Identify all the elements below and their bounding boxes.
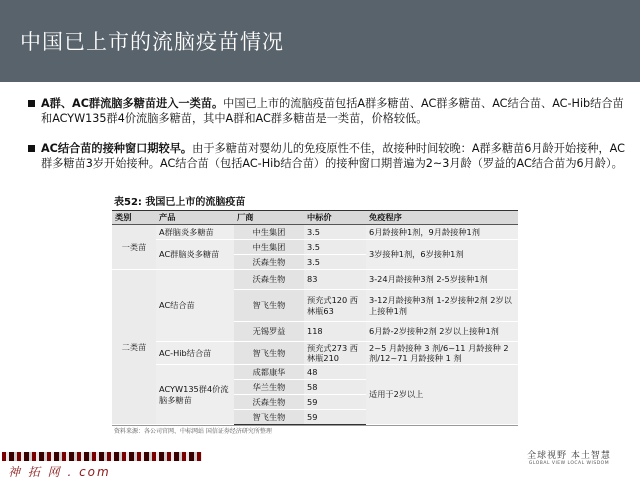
- manufacturer-cell: 智飞生物: [234, 290, 304, 322]
- manufacturer-cell: 无锡罗益: [234, 322, 304, 342]
- footer-slogan-en: GLOBAL VIEW LOCAL WISDOM: [528, 461, 610, 466]
- square-bullet-icon: [28, 100, 35, 107]
- category-cell: 二类苗: [112, 270, 156, 425]
- table-header-row: [112, 211, 518, 225]
- table-row: [112, 240, 518, 255]
- manufacturer-cell: 沃森生物: [234, 255, 304, 270]
- watermark: [0, 440, 185, 480]
- table-row: [112, 342, 518, 365]
- table-row: [112, 365, 518, 380]
- header-product: 产品: [156, 211, 234, 225]
- price-cell: 预充式120 西林瓶63: [304, 290, 366, 322]
- manufacturer-cell: 华兰生物: [234, 380, 304, 395]
- header-category: 类别: [112, 211, 156, 225]
- schedule-cell: 2~5 月龄接种 3 剂/6~11 月龄接种 2 剂/12~71 月龄接种 1 剂: [366, 342, 518, 365]
- slide-header: [0, 0, 640, 82]
- bullet-lead-2: AC结合苗的接种窗口期较早。: [41, 142, 193, 155]
- bullet-lead-1: A群、AC群流脑多糖苗进入一类苗。: [41, 97, 224, 110]
- schedule-cell: 3-12月龄接种3剂 1-2岁接种2剂 2岁以上接种1剂: [366, 290, 518, 322]
- price-cell: 3.5: [304, 240, 366, 255]
- schedule-cell: 6月龄接种1剂，9月龄接种1剂: [366, 225, 518, 240]
- bullet-body-2: 由于多糖苗对婴幼儿的免疫原性不佳，故接种时间较晚：A群多糖苗6月龄开始接种，AC群多糖苗3岁开始接种。AC结合苗（包括AC-Hib结合苗）的接种窗口期普遍为2~3月龄（罗益的AC结合苗为6月龄）。: [41, 142, 625, 170]
- vaccine-table-block: [112, 195, 518, 437]
- product-cell: AC群脑炎多糖苗: [156, 240, 234, 270]
- category-cell: 一类苗: [112, 225, 156, 270]
- bullet-text-2: [41, 141, 631, 171]
- manufacturer-cell: 中生集团: [234, 240, 304, 255]
- table-source-note: 资料来源：各公司官网、中标网站 国信证券经济研究所整理: [112, 425, 518, 437]
- slide-title: 中国已上市的流脑疫苗情况: [20, 30, 284, 54]
- footer-slogan-cn: 全球视野 本土智慧: [527, 451, 611, 461]
- schedule-cell: 6月龄-2岁接种2剂 2岁以上接种1剂: [366, 322, 518, 342]
- watermark-strip: [2, 452, 202, 461]
- price-cell: 83: [304, 270, 366, 290]
- manufacturer-cell: 智飞生物: [234, 410, 304, 425]
- manufacturer-cell: 沃森生物: [234, 270, 304, 290]
- price-cell: 3.5: [304, 255, 366, 270]
- bullet-body-1: 中国已上市的流脑疫苗包括A群多糖苗、AC群多糖苗、AC结合苗、AC-Hib结合苗和ACYW135群4价流脑多糖苗，其中A群和AC群多糖苗是一类苗，价格较低。: [41, 97, 624, 125]
- manufacturer-cell: 智飞生物: [234, 342, 304, 365]
- footer-slogan: [524, 448, 614, 466]
- product-cell: AC-Hib结合苗: [156, 342, 234, 365]
- schedule-cell: 适用于2岁以上: [366, 365, 518, 425]
- header-price: 中标价: [304, 211, 366, 225]
- bullet-text-1: [41, 96, 631, 126]
- price-cell: 118: [304, 322, 366, 342]
- price-cell: 预充式273 西林瓶210: [304, 342, 366, 365]
- table-title: 表52: 我国已上市的流脑疫苗: [114, 197, 246, 208]
- manufacturer-cell: 中生集团: [234, 225, 304, 240]
- price-cell: 59: [304, 395, 366, 410]
- watermark-text: 神 拓 网 . com: [8, 465, 111, 479]
- table-row: [112, 270, 518, 290]
- price-cell: 58: [304, 380, 366, 395]
- header-manufacturer: 厂商: [234, 211, 304, 225]
- product-cell: AC结合苗: [156, 270, 234, 342]
- schedule-cell: 3-24月龄接种3剂 2-5岁接种1剂: [366, 270, 518, 290]
- product-cell: A群脑炎多糖苗: [156, 225, 234, 240]
- table-row: [112, 225, 518, 240]
- product-cell: ACYW135群4价流脑多糖苗: [156, 365, 234, 425]
- price-cell: 3.5: [304, 225, 366, 240]
- schedule-cell: 3岁接种1剂，6岁接种1剂: [366, 240, 518, 270]
- manufacturer-cell: 沃森生物: [234, 395, 304, 410]
- manufacturer-cell: 成都康华: [234, 365, 304, 380]
- price-cell: 59: [304, 410, 366, 425]
- vaccine-table: [112, 210, 518, 425]
- price-cell: 48: [304, 365, 366, 380]
- header-schedule: 免疫程序: [366, 211, 518, 225]
- square-bullet-icon: [28, 145, 35, 152]
